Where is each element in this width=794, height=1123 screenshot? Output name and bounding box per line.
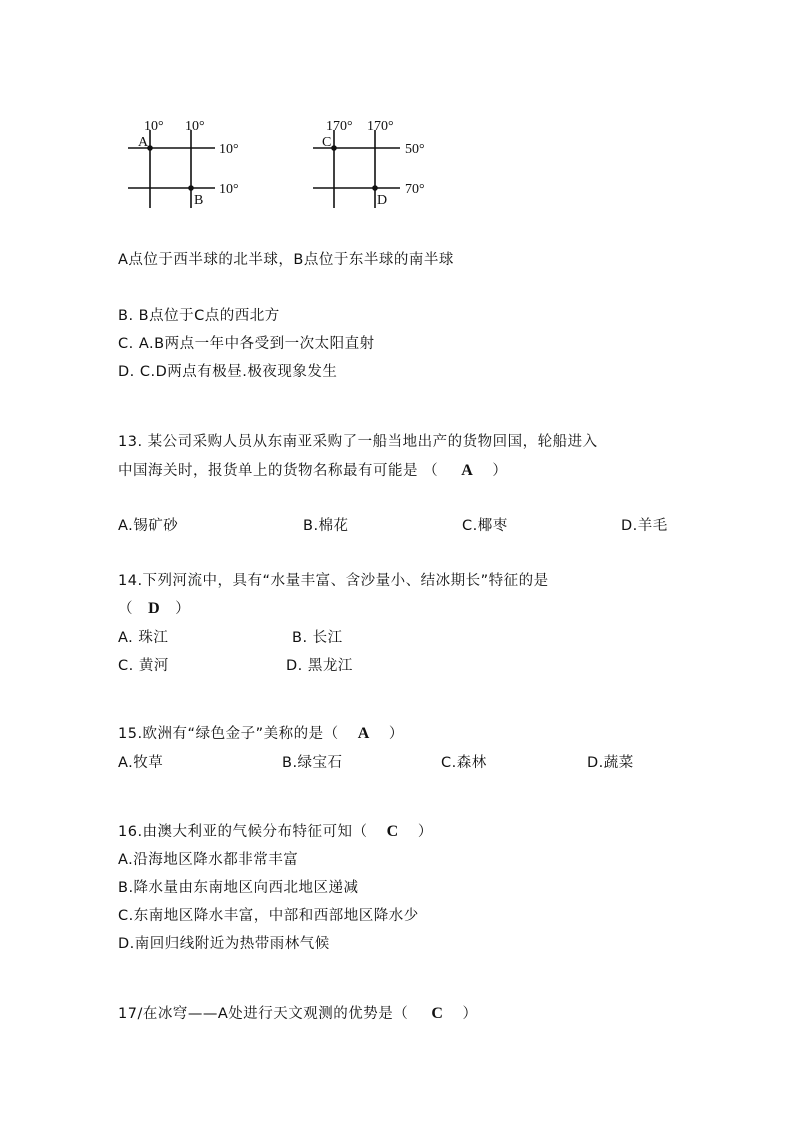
label-point-c: C [322,135,332,150]
q14-option-c: C. 黄河 [118,658,169,674]
q14-stem-line1: 14.下列河流中，具有“水量丰富、含沙量小、结冰期长”特征的是 [118,573,549,589]
latlong-figure [0,0,794,230]
right-top-label-2: 170° [367,119,394,134]
q16-option-a: A.沿海地区降水都非常丰富 [118,852,299,868]
q16-close-paren: ） [417,824,433,840]
q12-option-d: D. C.D两点有极昼.极夜现象发生 [118,364,338,380]
q15-option-d: D.蔬菜 [587,755,634,771]
q13-option-b: B.棉花 [303,518,349,534]
q12-option-b: B. B点位于C点的西北方 [118,308,280,324]
q16-answer: C [386,823,399,840]
q16-option-c: C.东南地区降水丰富，中部和西部地区降水少 [118,908,419,924]
left-top-label-2: 10° [185,119,205,134]
q16-stem-text: 16.由澳大利亚的气候分布特征可知（ [118,824,368,840]
point-c [331,145,337,151]
point-d [372,185,378,191]
q17-stem-text: 17/在冰穹——A处进行天文观测的优势是（ [118,1006,409,1022]
q15-option-b: B.绿宝石 [282,755,343,771]
q15-stem-text: 15.欧洲有“绿色金子”美称的是（ [118,726,339,742]
q12-option-c: C. A.B两点一年中各受到一次太阳直射 [118,336,375,352]
q13-stem-line2 [118,461,507,481]
left-top-label-1: 10° [144,119,164,134]
q14-open-paren: （ [118,601,133,617]
q15-answer: A [357,725,370,742]
q14-answer-line [118,599,190,619]
q16-option-b: B.降水量由东南地区向西北地区递减 [118,880,359,896]
q17-stem [118,1004,478,1024]
q13-option-c: C.椰枣 [462,518,508,534]
left-right-label-2: 10° [219,182,239,197]
q16-option-d: D.南回归线附近为热带雨林气候 [118,936,330,952]
q15-option-a: A.牧草 [118,755,164,771]
q14-option-b: B. 长江 [292,630,343,646]
q13-stem-text: 中国海关时，报货单上的货物名称最有可能是 （ [118,463,439,479]
q13-close-paren: ） [492,463,508,479]
right-right-label-1: 50° [405,142,425,157]
q13-option-d: D.羊毛 [621,518,668,534]
right-top-label-1: 170° [326,119,353,134]
right-right-label-2: 70° [405,182,425,197]
q13-answer: A [461,462,474,479]
q15-option-c: C.森林 [441,755,487,771]
q14-answer: D [148,600,161,617]
q14-close-paren: ） [175,601,191,617]
point-b [188,185,194,191]
q15-stem [118,724,404,744]
left-right-label-1: 10° [219,142,239,157]
q13-option-a: A.锡矿砂 [118,518,179,534]
label-point-d: D [377,193,388,208]
label-point-a: A [138,135,149,150]
q13-stem-line1: 13. 某公司采购人员从东南亚采购了一船当地出产的货物回国，轮船进入 [118,434,598,450]
q16-stem [118,822,433,842]
q12-option-a: A点位于西半球的北半球，B点位于东半球的南半球 [118,252,454,268]
q17-close-paren: ） [462,1006,478,1022]
q17-answer: C [431,1005,444,1022]
q14-option-a: A. 珠江 [118,630,169,646]
q15-close-paren: ） [388,726,404,742]
label-point-b: B [194,193,204,208]
q14-option-d: D. 黑龙江 [286,658,353,674]
